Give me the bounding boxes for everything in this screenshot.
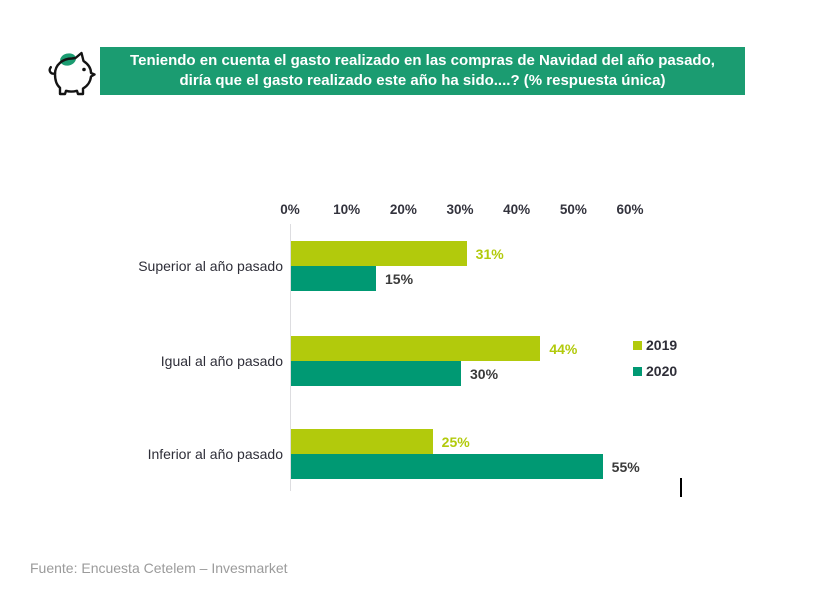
x-axis-tick-label: 60% [616,202,644,217]
legend-swatch-2020 [633,367,642,376]
category-label: Igual al año pasado [160,353,283,369]
value-label-2019: 44% [549,340,578,357]
value-label-2020: 55% [611,458,640,475]
legend-label-2019: 2019 [646,337,678,353]
x-axis-tick-label: 10% [333,202,361,217]
x-axis-tick-label: 20% [389,202,417,217]
value-label-2020: 15% [385,270,414,287]
source-note: Fuente: Encuesta Cetelem – Invesmarket [30,560,288,576]
legend-swatch-2019 [633,341,642,350]
x-axis-tick-label: 30% [446,202,474,217]
text-cursor [680,478,682,497]
bar-2020 [291,361,461,386]
category-label: Inferior al año pasado [147,446,283,462]
bar-2020 [291,454,603,479]
legend-item-2019 [633,336,677,354]
x-axis-tick-label: 40% [503,202,531,217]
question-text: Teniendo en cuenta el gasto realizado en las compras de Navidad del año pasado, diría que el gasto realizado este año ha sido....? (% respuesta única) [130,51,715,89]
bar-2019 [291,429,433,454]
bar-2019 [291,241,467,266]
bar-2020 [291,266,376,291]
value-label-2019: 31% [475,245,504,262]
legend [633,336,677,388]
bar-2019 [291,336,540,361]
legend-item-2020 [633,362,677,380]
value-label-2019: 25% [441,433,470,450]
x-axis-tick-label: 0% [280,202,300,217]
category-label: Superior al año pasado [138,258,283,274]
legend-label-2020: 2020 [646,363,678,379]
value-label-2020: 30% [470,365,499,382]
x-axis-tick-label: 50% [559,202,587,217]
